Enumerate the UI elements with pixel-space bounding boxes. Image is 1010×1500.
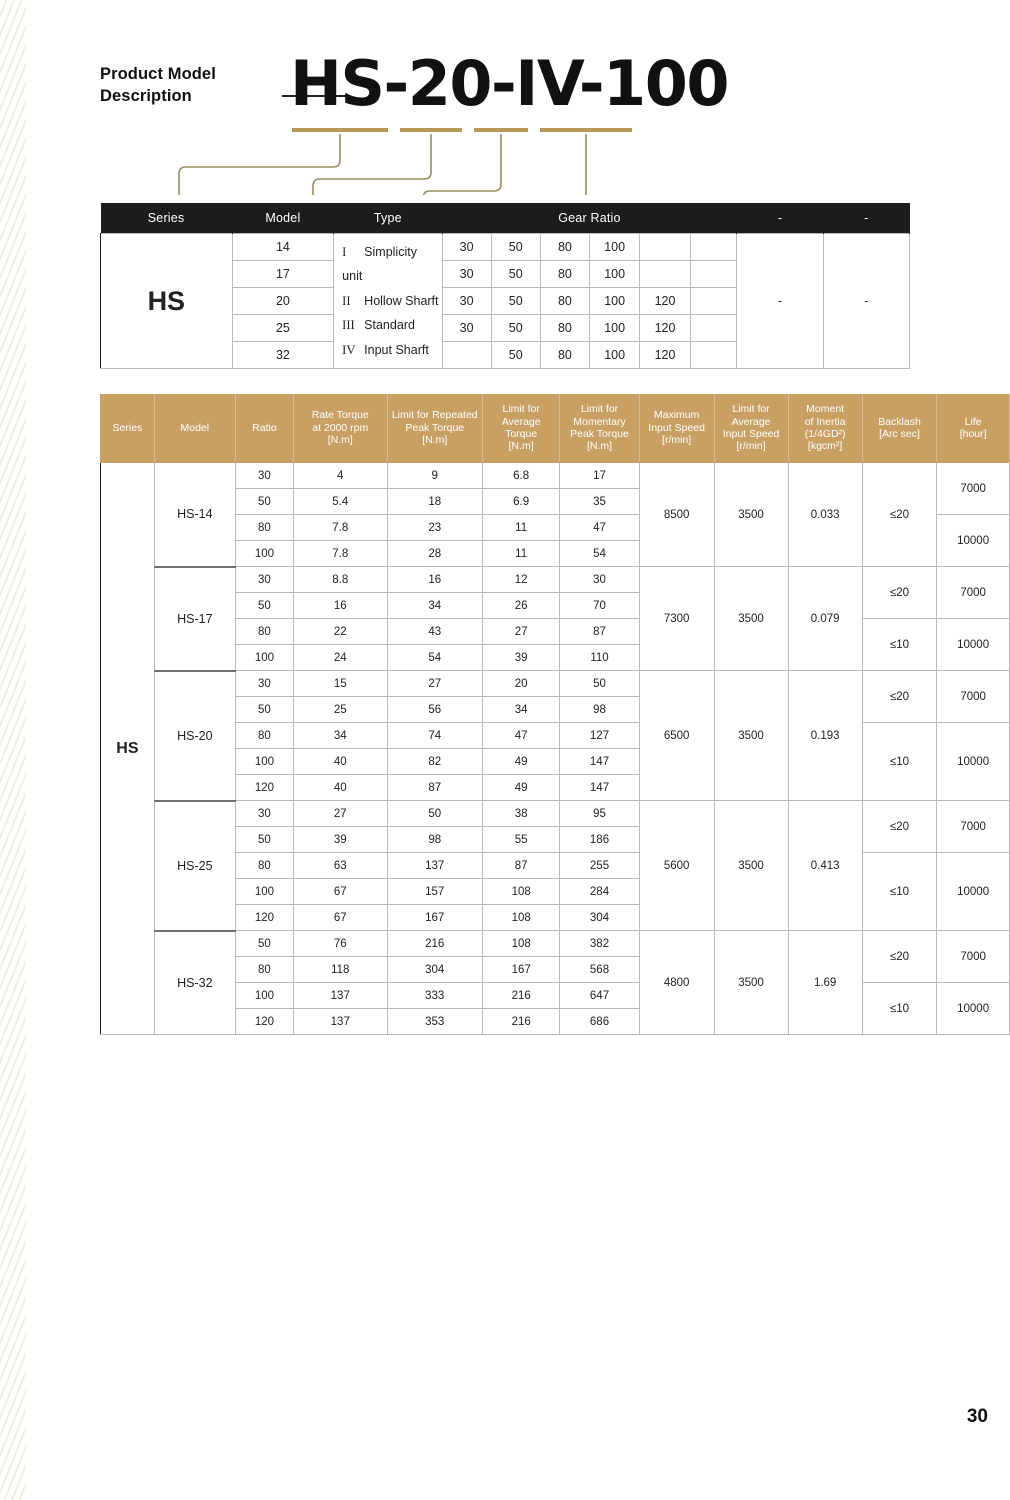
moment-of-inertia-value: 0.193: [788, 671, 862, 801]
rate-torque-value: 25: [294, 697, 388, 723]
ratio-value: 100: [235, 645, 293, 671]
life-value: 10000: [937, 619, 1010, 671]
momentary-peak-torque-value: 87: [560, 619, 639, 645]
th-moment-of-inertia: Moment of Inertia (1/4GD²) [kgcm²]: [788, 394, 862, 463]
ratio-cell: [690, 261, 737, 288]
model-value: 17: [232, 261, 334, 288]
average-torque-value: 108: [482, 905, 559, 931]
ratio-value: 120: [235, 1009, 293, 1035]
ratio-cell: [690, 288, 737, 315]
table1-header-row: [101, 203, 910, 234]
life-value: 10000: [937, 723, 1010, 801]
type-label: Hollow Sharft: [364, 293, 439, 308]
ratio-cell: 100: [589, 288, 639, 315]
ratio-cell: 30: [442, 234, 491, 261]
model-value: HS-20: [154, 671, 235, 801]
backlash-value: ≤20: [862, 671, 936, 723]
model-value: HS-14: [154, 463, 235, 567]
ratio-value: 50: [235, 931, 293, 957]
th-repeated-peak-torque: Limit for Repeated Peak Torque [N.m]: [387, 394, 482, 463]
ratio-cell: 80: [540, 288, 589, 315]
type-label: Simplicity unit: [342, 245, 417, 284]
th-type: Type: [334, 203, 442, 234]
th-gear-ratio: Gear Ratio: [442, 203, 737, 234]
moment-of-inertia-value: 1.69: [788, 931, 862, 1035]
model-value: 20: [232, 288, 334, 315]
maximum-input-speed-value: 4800: [639, 931, 714, 1035]
ratio-value: 100: [235, 879, 293, 905]
momentary-peak-torque-value: 284: [560, 879, 639, 905]
series-value: HS: [101, 234, 233, 369]
table-row: [101, 723, 1010, 749]
repeated-peak-torque-value: 18: [387, 489, 482, 515]
ratio-cell: 120: [640, 288, 690, 315]
th-series: Series: [101, 394, 155, 463]
momentary-peak-torque-value: 30: [560, 567, 639, 593]
average-torque-value: 55: [482, 827, 559, 853]
header-label-line2: Description: [100, 87, 192, 106]
momentary-peak-torque-value: 147: [560, 775, 639, 801]
ratio-value: 50: [235, 593, 293, 619]
ratio-value: 80: [235, 853, 293, 879]
repeated-peak-torque-value: 56: [387, 697, 482, 723]
ratio-value: 100: [235, 749, 293, 775]
type-item: [342, 338, 440, 362]
momentary-peak-torque-value: 382: [560, 931, 639, 957]
th-maximum-input-speed: Maximum Input Speed [r/min]: [639, 394, 714, 463]
ratio-cell: 100: [589, 234, 639, 261]
momentary-peak-torque-value: 147: [560, 749, 639, 775]
repeated-peak-torque-value: 216: [387, 931, 482, 957]
average-torque-value: 20: [482, 671, 559, 697]
momentary-peak-torque-value: 54: [560, 541, 639, 567]
rate-torque-value: 76: [294, 931, 388, 957]
average-torque-value: 39: [482, 645, 559, 671]
type-label: Input Sharft: [364, 342, 429, 357]
ratio-value: 80: [235, 515, 293, 541]
ratio-cell: [690, 315, 737, 342]
repeated-peak-torque-value: 43: [387, 619, 482, 645]
table-row: [101, 463, 1010, 489]
repeated-peak-torque-value: 16: [387, 567, 482, 593]
repeated-peak-torque-value: 137: [387, 853, 482, 879]
limit-average-input-speed-value: 3500: [714, 671, 788, 801]
ratio-value: 30: [235, 801, 293, 827]
life-value: 7000: [937, 671, 1010, 723]
model-value: HS-17: [154, 567, 235, 671]
type-label: Standard: [364, 318, 415, 333]
table-row: [101, 853, 1010, 879]
th-rate-torque: Rate Torque at 2000 rpm [N.m]: [294, 394, 388, 463]
ratio-cell: 80: [540, 342, 589, 369]
product-model-header: [100, 47, 930, 195]
backlash-value: ≤20: [862, 931, 936, 983]
th-series: Series: [101, 203, 233, 234]
momentary-peak-torque-value: 95: [560, 801, 639, 827]
ratio-value: 50: [235, 697, 293, 723]
ratio-cell: 50: [491, 288, 540, 315]
rate-torque-value: 7.8: [294, 515, 388, 541]
specifications-body: [101, 463, 1010, 1035]
model-value: HS-32: [154, 931, 235, 1035]
rate-torque-value: 4: [294, 463, 388, 489]
rate-torque-value: 27: [294, 801, 388, 827]
limit-average-input-speed-value: 3500: [714, 463, 788, 567]
life-value: 7000: [937, 567, 1010, 619]
ratio-cell: [640, 234, 690, 261]
rate-torque-value: 22: [294, 619, 388, 645]
ratio-cell: 120: [640, 315, 690, 342]
dash-cell-2: -: [823, 234, 909, 369]
th-model: Model: [154, 394, 235, 463]
rate-torque-value: 39: [294, 827, 388, 853]
momentary-peak-torque-value: 568: [560, 957, 639, 983]
rate-torque-value: 24: [294, 645, 388, 671]
momentary-peak-torque-value: 686: [560, 1009, 639, 1035]
th-average-torque: Limit for Average Torque [N.m]: [482, 394, 559, 463]
ratio-cell: 80: [540, 261, 589, 288]
th-limit-average-input-speed: Limit for Average Input Speed [r/min]: [714, 394, 788, 463]
average-torque-value: 49: [482, 749, 559, 775]
th-momentary-peak-torque: Limit for Momentary Peak Torque [N.m]: [560, 394, 639, 463]
momentary-peak-torque-value: 255: [560, 853, 639, 879]
rate-torque-value: 7.8: [294, 541, 388, 567]
model-value: 14: [232, 234, 334, 261]
dash-cell-1: -: [737, 234, 823, 369]
code-underline-ratio: [540, 128, 632, 132]
model-code: HS-20-IV-100: [290, 47, 728, 120]
code-underline-type: [474, 128, 528, 132]
momentary-peak-torque-value: 647: [560, 983, 639, 1009]
rate-torque-value: 63: [294, 853, 388, 879]
backlash-value: ≤20: [862, 801, 936, 853]
model-breakdown-table: [100, 203, 910, 369]
table-row: [101, 931, 1010, 957]
ratio-value: 80: [235, 723, 293, 749]
page-number: 30: [966, 1406, 988, 1427]
ratio-value: 100: [235, 983, 293, 1009]
ratio-value: 50: [235, 489, 293, 515]
life-value: 10000: [937, 515, 1010, 567]
average-torque-value: 108: [482, 931, 559, 957]
ratio-cell: 120: [640, 342, 690, 369]
maximum-input-speed-value: 5600: [639, 801, 714, 931]
ratio-cell: 50: [491, 315, 540, 342]
rate-torque-value: 67: [294, 879, 388, 905]
repeated-peak-torque-value: 50: [387, 801, 482, 827]
ratio-cell: 50: [491, 342, 540, 369]
average-torque-value: 87: [482, 853, 559, 879]
ratio-value: 120: [235, 905, 293, 931]
ratio-cell: 100: [589, 315, 639, 342]
average-torque-value: 216: [482, 983, 559, 1009]
rate-torque-value: 40: [294, 775, 388, 801]
code-underline-series: [292, 128, 388, 132]
momentary-peak-torque-value: 127: [560, 723, 639, 749]
momentary-peak-torque-value: 35: [560, 489, 639, 515]
ratio-cell: 80: [540, 234, 589, 261]
average-torque-value: 34: [482, 697, 559, 723]
type-item: [342, 240, 440, 289]
backlash-value: ≤10: [862, 723, 936, 801]
ratio-cell: 100: [589, 342, 639, 369]
ratio-cell: 30: [442, 288, 491, 315]
table-row: [101, 671, 1010, 697]
ratio-cell: [640, 261, 690, 288]
ratio-cell: 30: [442, 315, 491, 342]
model-value: HS-25: [154, 801, 235, 931]
average-torque-value: 11: [482, 541, 559, 567]
average-torque-value: 167: [482, 957, 559, 983]
type-item: [342, 313, 440, 337]
repeated-peak-torque-value: 28: [387, 541, 482, 567]
ratio-value: 30: [235, 463, 293, 489]
average-torque-value: 49: [482, 775, 559, 801]
ratio-value: 100: [235, 541, 293, 567]
header-label: [100, 63, 216, 108]
backlash-value: ≤10: [862, 619, 936, 671]
code-underline-model: [400, 128, 462, 132]
life-value: 7000: [937, 801, 1010, 853]
table-row: [101, 234, 910, 261]
ratio-cell: 80: [540, 315, 589, 342]
specifications-table: [100, 394, 1010, 1035]
average-torque-value: 47: [482, 723, 559, 749]
backlash-value: ≤20: [862, 463, 936, 567]
header-label-line1: Product Model: [100, 65, 216, 83]
momentary-peak-torque-value: 98: [560, 697, 639, 723]
rate-torque-value: 40: [294, 749, 388, 775]
rate-torque-value: 5.4: [294, 489, 388, 515]
life-value: 7000: [937, 463, 1010, 515]
table-row: [101, 567, 1010, 593]
table2-header-row: [101, 394, 1010, 463]
momentary-peak-torque-value: 70: [560, 593, 639, 619]
repeated-peak-torque-value: 54: [387, 645, 482, 671]
ratio-value: 30: [235, 671, 293, 697]
table-row: [101, 619, 1010, 645]
ratio-value: 80: [235, 957, 293, 983]
limit-average-input-speed-value: 3500: [714, 567, 788, 671]
table-row: [101, 801, 1010, 827]
series-value: HS: [101, 463, 155, 1035]
repeated-peak-torque-value: 157: [387, 879, 482, 905]
th-dash-1: -: [737, 203, 823, 234]
repeated-peak-torque-value: 98: [387, 827, 482, 853]
momentary-peak-torque-value: 50: [560, 671, 639, 697]
ratio-cell: [690, 342, 737, 369]
repeated-peak-torque-value: 82: [387, 749, 482, 775]
repeated-peak-torque-value: 9: [387, 463, 482, 489]
maximum-input-speed-value: 7300: [639, 567, 714, 671]
backlash-value: ≤10: [862, 983, 936, 1035]
momentary-peak-torque-value: 304: [560, 905, 639, 931]
type-numeral: I: [342, 245, 347, 260]
repeated-peak-torque-value: 167: [387, 905, 482, 931]
ratio-cell: 100: [589, 261, 639, 288]
model-value: 32: [232, 342, 334, 369]
rate-torque-value: 118: [294, 957, 388, 983]
momentary-peak-torque-value: 186: [560, 827, 639, 853]
ratio-value: 50: [235, 827, 293, 853]
backlash-value: ≤20: [862, 567, 936, 619]
model-value: 25: [232, 315, 334, 342]
ratio-cell: 50: [491, 234, 540, 261]
repeated-peak-torque-value: 23: [387, 515, 482, 541]
maximum-input-speed-value: 8500: [639, 463, 714, 567]
type-numeral: II: [342, 293, 351, 308]
average-torque-value: 12: [482, 567, 559, 593]
repeated-peak-torque-value: 333: [387, 983, 482, 1009]
average-torque-value: 11: [482, 515, 559, 541]
repeated-peak-torque-value: 304: [387, 957, 482, 983]
ratio-cell: 30: [442, 261, 491, 288]
average-torque-value: 6.8: [482, 463, 559, 489]
th-life: Life [hour]: [937, 394, 1010, 463]
ratio-value: 30: [235, 567, 293, 593]
momentary-peak-torque-value: 47: [560, 515, 639, 541]
rate-torque-value: 34: [294, 723, 388, 749]
rate-torque-value: 8.8: [294, 567, 388, 593]
rate-torque-value: 137: [294, 983, 388, 1009]
repeated-peak-torque-value: 353: [387, 1009, 482, 1035]
momentary-peak-torque-value: 17: [560, 463, 639, 489]
ratio-cell: [690, 234, 737, 261]
repeated-peak-torque-value: 74: [387, 723, 482, 749]
decorative-edge-strip: [0, 0, 26, 1500]
repeated-peak-torque-value: 34: [387, 593, 482, 619]
average-torque-value: 26: [482, 593, 559, 619]
life-value: 10000: [937, 853, 1010, 931]
type-item: [342, 289, 440, 313]
rate-torque-value: 16: [294, 593, 388, 619]
life-value: 10000: [937, 983, 1010, 1035]
average-torque-value: 108: [482, 879, 559, 905]
type-list-cell: [334, 234, 442, 369]
type-numeral: III: [342, 318, 355, 333]
average-torque-value: 6.9: [482, 489, 559, 515]
th-backlash: Backlash [Arc sec]: [862, 394, 936, 463]
th-ratio: Ratio: [235, 394, 293, 463]
limit-average-input-speed-value: 3500: [714, 931, 788, 1035]
rate-torque-value: 67: [294, 905, 388, 931]
moment-of-inertia-value: 0.079: [788, 567, 862, 671]
repeated-peak-torque-value: 27: [387, 671, 482, 697]
th-dash-2: -: [823, 203, 909, 234]
ratio-cell: 50: [491, 261, 540, 288]
maximum-input-speed-value: 6500: [639, 671, 714, 801]
ratio-cell: [442, 342, 491, 369]
rate-torque-value: 15: [294, 671, 388, 697]
average-torque-value: 216: [482, 1009, 559, 1035]
ratio-value: 120: [235, 775, 293, 801]
average-torque-value: 38: [482, 801, 559, 827]
table-row: [101, 983, 1010, 1009]
moment-of-inertia-value: 0.413: [788, 801, 862, 931]
rate-torque-value: 137: [294, 1009, 388, 1035]
limit-average-input-speed-value: 3500: [714, 801, 788, 931]
type-numeral: IV: [342, 342, 356, 357]
backlash-value: ≤10: [862, 853, 936, 931]
repeated-peak-torque-value: 87: [387, 775, 482, 801]
ratio-value: 80: [235, 619, 293, 645]
average-torque-value: 27: [482, 619, 559, 645]
th-model: Model: [232, 203, 334, 234]
life-value: 7000: [937, 931, 1010, 983]
momentary-peak-torque-value: 110: [560, 645, 639, 671]
moment-of-inertia-value: 0.033: [788, 463, 862, 567]
